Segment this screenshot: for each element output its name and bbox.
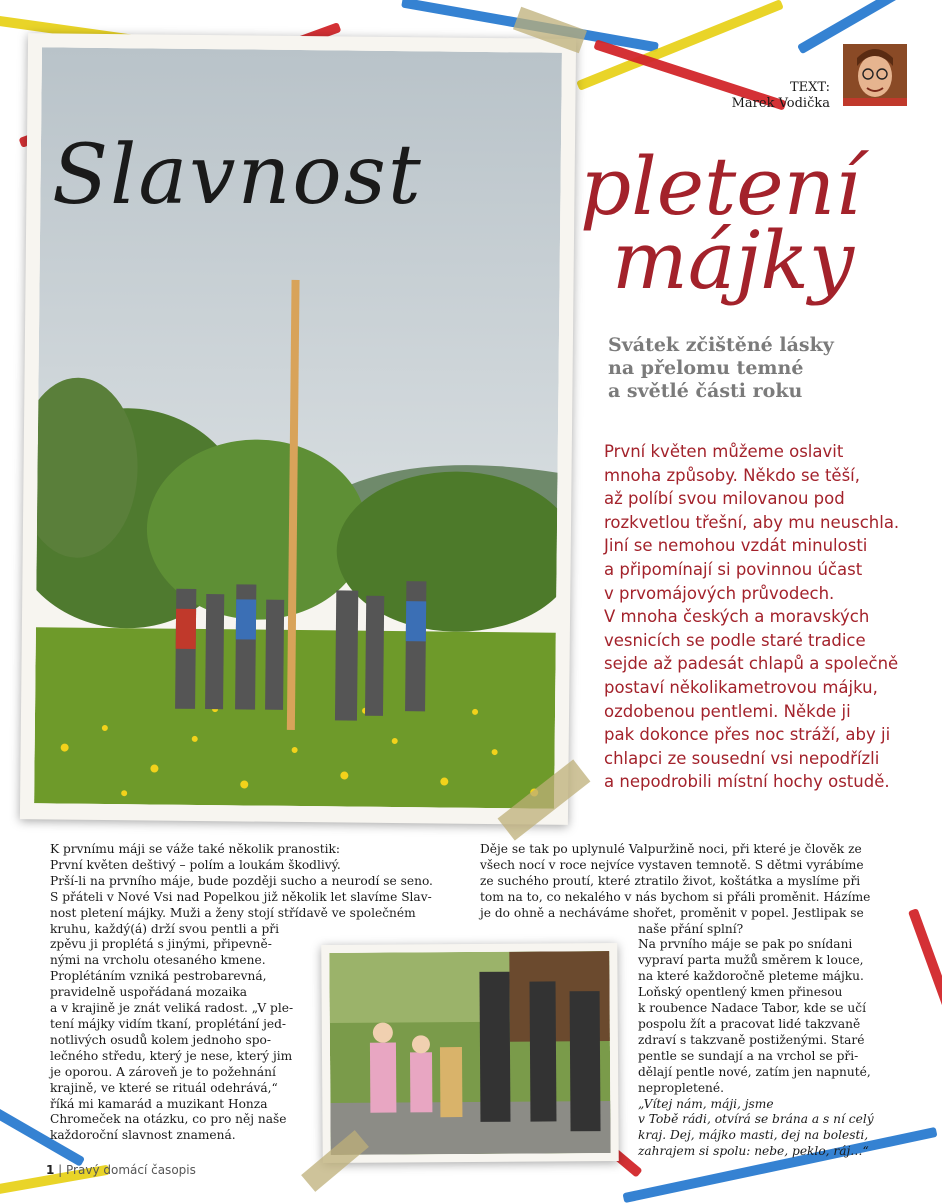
magazine-name: Pravý domácí časopis (66, 1163, 196, 1177)
body-line: dělají pentle nové, zatím jen napnuté, (638, 1064, 871, 1079)
body-line: nepropletené. (638, 1080, 724, 1095)
body-line: pospolu žít a pracovat lidé takzvaně (638, 1016, 861, 1031)
article-title-line1: Slavnost (52, 128, 423, 223)
lead-line: až políbí svou milovanou pod (604, 489, 845, 509)
body-line: K prvnímu máji se váže také několik pranostik: (50, 842, 340, 856)
byline (732, 80, 830, 112)
body-line: tom na to, co nekalého v nás bychom si přáli proměnit. Házíme (480, 889, 871, 904)
body-column-1 (50, 842, 464, 1144)
body-line: a v krajině je znát veliká radost. „V ple- (50, 1001, 294, 1016)
body-line: nost pletení májky. Muži a ženy stojí střídavě ve společném (50, 905, 416, 920)
body-line-italic: kraj. Dej, májko masti, dej na bolesti, (638, 1128, 869, 1143)
body-line: vypraví parta mužů směrem k louce, (638, 953, 864, 968)
body-line: každoroční slavnost znamená. (50, 1128, 236, 1143)
article-title-line2: pletení (580, 140, 861, 233)
body-line-italic: „Vítej nám, máji, jsme (638, 1096, 774, 1111)
body-line: ze suchého proutí, které ztratilo život, koštátka a myslíme při (480, 873, 861, 888)
lead-line: chlapci ze sousední vsi nepodřízli (604, 748, 880, 768)
body-line: je do ohně a necháváme shořet, proměnit v popel. Jestlipak se (480, 905, 864, 920)
body-line: pentle se sundají a na vrchol se při- (638, 1048, 859, 1063)
body-line-italic: v Tobě rádi, otvírá se brána a s ní celý (638, 1112, 874, 1127)
ribbon-red-right-decoration (908, 908, 942, 1062)
body-line: S přáteli v Nové Vsi nad Popelkou již několik let slavíme Slav- (50, 889, 432, 904)
body-line: lečného středu, který je nese, který jim (50, 1048, 293, 1063)
body-line: notlivých osudů kolem jednoho spo- (50, 1032, 271, 1047)
lead-line: sejde až padesát chlapů a společně (604, 654, 899, 674)
body-line: naše přání splní? (638, 921, 744, 936)
article-subtitle (608, 334, 908, 403)
subtitle-line: Svátek zčištěné lásky (608, 334, 834, 356)
lead-line: a nepodrobili místní hochy ostudě. (604, 772, 890, 792)
body-line: pravidelně uspořádaná mozaika (50, 985, 248, 1000)
lead-line: Jiní se nemohou vzdát minulosti (604, 536, 868, 556)
body-line: k roubence Nadace Tabor, kde se učí (638, 1001, 866, 1016)
page-footer: 1 | Pravý domácí časopis (46, 1163, 196, 1177)
byline-author: Marek Vodička (731, 96, 830, 111)
body-column-2 (480, 842, 900, 1160)
body-line: Loňský opentlený kmen přinesou (638, 985, 843, 1000)
lead-paragraph (604, 440, 900, 794)
body-line: krajině, ve které se rituál odehrává,“ (50, 1080, 278, 1095)
body-line: nými na vrcholu otesaného kmene. (50, 953, 266, 968)
body-line: všech nocí v roce nejvíce vystaven temnotě. S dětmi vyrábíme (480, 857, 864, 872)
body-line: Děje se tak po uplynulé Valpuržině noci, při které je člověk ze (480, 842, 862, 856)
subtitle-line: a světlé části roku (608, 380, 803, 402)
body-line: říká mi kamarád a muzikant Honza (50, 1096, 268, 1111)
body-line: tení májky vidím tkaní, proplétání jed- (50, 1016, 287, 1031)
lead-line: postaví několikametrovou májku, (604, 677, 878, 697)
body-line-italic: zahrajem si spolu: nebe, peklo, ráj…“ (638, 1144, 869, 1159)
lead-line: mnoha způsoby. Někdo se těší, (604, 465, 860, 485)
body-line: na které každoročně pleteme májku. (638, 969, 864, 984)
subtitle-line: na přelomu temné (608, 357, 804, 379)
body-line: je oporou. A zároveň je to požehnání (50, 1064, 276, 1079)
lead-line: V mnoha českých a moravských (604, 607, 870, 627)
body-line: zpěvu ji proplétá s jinými, připevně- (50, 937, 272, 952)
page-number: 1 (46, 1163, 55, 1177)
body-line: Prší-li na prvního máje, bude později sucho a neurodí se seno. (50, 873, 433, 888)
lead-line: První květen můžeme oslavit (604, 442, 844, 461)
lead-line: a připomínají si povinnou účast (604, 559, 863, 579)
byline-label: TEXT: (789, 80, 830, 95)
lead-line: v prvomájových průvodech. (604, 583, 835, 603)
body-line: Na prvního máje se pak po snídani (638, 937, 853, 952)
body-line: První květen deštivý – polím a loukám škodlivý. (50, 857, 341, 872)
lead-line: ozdobenou pentlemi. Někde ji (604, 701, 851, 721)
body-line: Proplétáním vzniká pestrobarevná, (50, 969, 267, 984)
lead-line: vesnicích se podle staré tradice (604, 630, 866, 650)
lead-line: pak dokonce přes noc stráží, aby ji (604, 725, 891, 745)
body-line: Chromeček na otázku, co pro něj naše (50, 1112, 287, 1127)
author-avatar (843, 44, 907, 106)
article-title-line3: májky (612, 214, 855, 307)
body-line: kruhu, každý(á) drží svou pentli a při (50, 921, 280, 936)
lead-line: rozkvetlou třešní, aby mu neuschla. (604, 512, 900, 532)
body-line: zdraví s takzvaně postiženými. Staré (638, 1032, 865, 1047)
